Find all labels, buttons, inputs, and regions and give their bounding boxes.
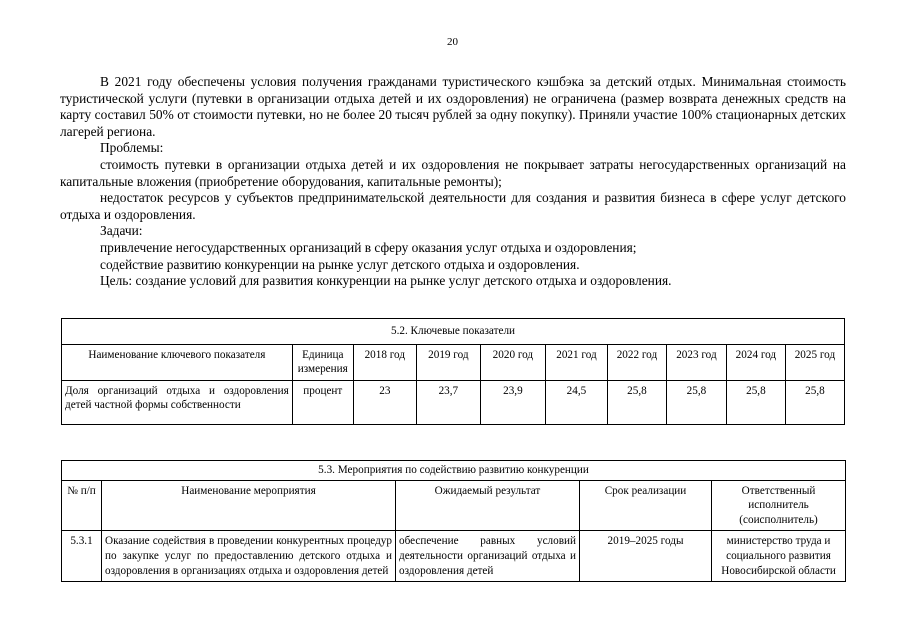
measure-term: 2019–2025 годы bbox=[580, 531, 712, 582]
column-header: Наименование мероприятия bbox=[102, 480, 396, 531]
indicator-value-2022: 25,8 bbox=[607, 380, 666, 424]
column-header: 2022 год bbox=[607, 344, 666, 380]
column-header: № п/п bbox=[62, 480, 102, 531]
indicator-value-2025: 25,8 bbox=[785, 380, 844, 424]
key-indicators-table bbox=[61, 318, 845, 425]
paragraph-problems-heading: Проблемы: bbox=[100, 140, 164, 156]
indicator-value-2021: 24,5 bbox=[545, 380, 607, 424]
column-header: Ответственный исполнитель (соисполнитель) bbox=[712, 480, 846, 531]
column-header: 2023 год bbox=[666, 344, 726, 380]
table-row bbox=[62, 380, 845, 424]
paragraph-goal: Цель: создание условий для развития конкуренции на рынке услуг детского отдыха и оздоровления. bbox=[100, 273, 672, 289]
paragraph-problem-1: стоимость путевки в организации отдыха детей и их оздоровления не покрывает затраты негосударственных организаций на капитальные вложения (приобретение оборудования, капитальные ремонты); bbox=[60, 156, 846, 189]
indicator-unit: процент bbox=[292, 380, 353, 424]
indicator-value-2018: 23 bbox=[353, 380, 416, 424]
indicator-value-2023: 25,8 bbox=[666, 380, 726, 424]
column-header: 2019 год bbox=[416, 344, 480, 380]
indicator-value-2024: 25,8 bbox=[726, 380, 785, 424]
column-header: 2020 год bbox=[480, 344, 545, 380]
table-row bbox=[62, 531, 846, 582]
column-header: 2021 год bbox=[545, 344, 607, 380]
column-header: 2018 год bbox=[353, 344, 416, 380]
indicator-name: Доля организаций отдыха и оздоровления детей частной формы собственности bbox=[62, 380, 293, 424]
column-header: Срок реализации bbox=[580, 480, 712, 531]
measure-name: Оказание содействия в проведении конкурентных процедур по закупке услуг по предоставлению детского отдыха и оздоровления в организациях отдыха и оздоровления детей bbox=[102, 531, 396, 582]
measure-result: обеспечение равных условий деятельности организаций отдыха и оздоровления детей bbox=[396, 531, 580, 582]
measure-executor: министерство труда и социального развития Новосибирской области bbox=[712, 531, 846, 582]
page-number: 20 bbox=[447, 36, 458, 48]
indicator-value-2019: 23,7 bbox=[416, 380, 480, 424]
table-caption: 5.2. Ключевые показатели bbox=[62, 319, 845, 345]
paragraph-task-2: содействие развитию конкуренции на рынке услуг детского отдыха и оздоровления. bbox=[100, 256, 580, 272]
column-header: 2025 год bbox=[785, 344, 844, 380]
table-caption: 5.3. Мероприятия по содействию развитию конкуренции bbox=[62, 461, 846, 481]
indicator-value-2020: 23,9 bbox=[480, 380, 545, 424]
paragraph-problem-2: недостаток ресурсов у субъектов предпринимательской деятельности для создания и развития бизнеса в сфере услуг детского отдыха и оздоровления. bbox=[60, 190, 846, 222]
paragraph-cashback: В 2021 году обеспечены условия получения гражданами туристического кэшбэка за детский отдых. Минимальная стоимость туристической услуги (путевки в организации отдыха детей и их оздоровления) не ограничена (размер возврата денежных средств на карту составил 50% от стоимости путевки, но не более 20 тысяч рублей за одну покупку). Приняли участие 100% стационарных детских лагерей региона. bbox=[60, 74, 846, 139]
column-header: Единица измерения bbox=[292, 344, 353, 380]
body-text bbox=[60, 74, 846, 290]
column-header: Наименование ключевого показателя bbox=[62, 344, 293, 380]
paragraph-task-1: привлечение негосударственных организаций в сферу оказания услуг отдыха и оздоровления; bbox=[100, 239, 637, 255]
paragraph-tasks-heading: Задачи: bbox=[100, 223, 143, 239]
column-header: 2024 год bbox=[726, 344, 785, 380]
measure-number: 5.3.1 bbox=[62, 531, 102, 582]
competition-measures-table bbox=[61, 460, 846, 582]
column-header: Ожидаемый результат bbox=[396, 480, 580, 531]
